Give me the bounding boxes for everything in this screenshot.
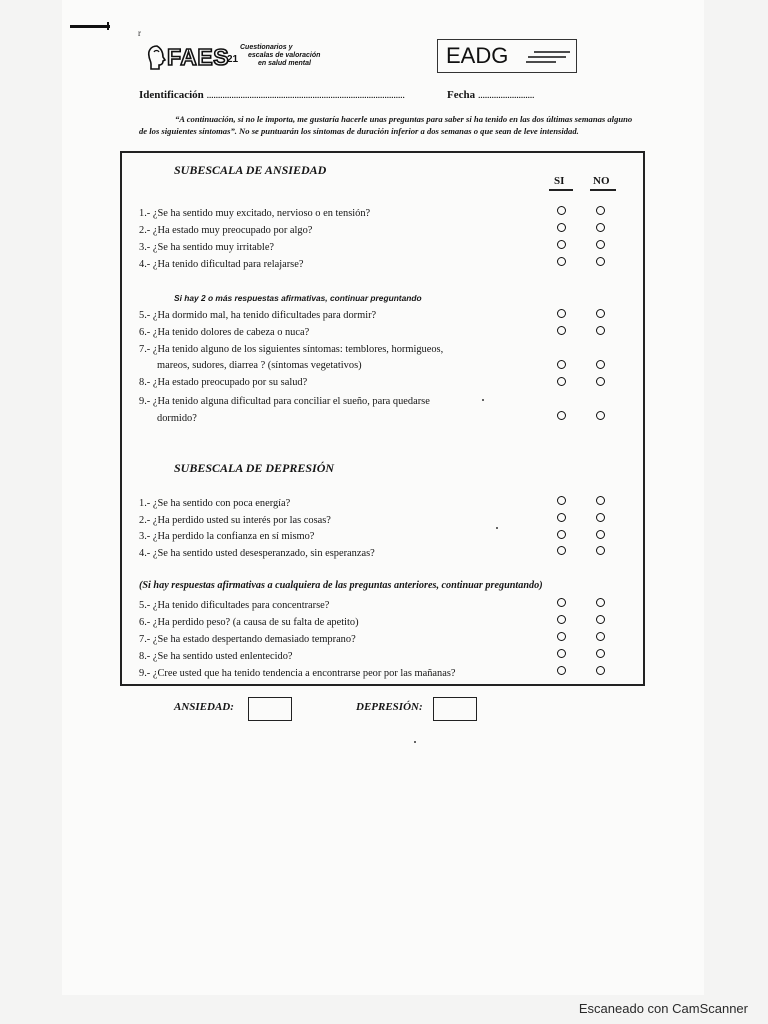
depression-q5-si-radio[interactable] [557,598,566,607]
column-si-underline [549,189,573,191]
identificacion-field[interactable] [139,89,405,101]
anxiety-question-7-cont: mareos, sudores, diarrea ? (síntomas vegetativos) [157,360,362,371]
scale-name-box [437,39,577,73]
depression-q8-no-radio[interactable] [596,649,605,658]
scan-speck [496,527,498,529]
depression-question-1: 1.- ¿Se ha sentido con poca energía? [139,498,291,509]
anxiety-question-6: 6.- ¿Ha tenido dolores de cabeza o nuca? [139,327,310,338]
depression-q4-si-radio[interactable] [557,546,566,555]
anxiety-q1-si-radio[interactable] [557,206,566,215]
logo-tagline-line: en salud mental [258,60,311,67]
depression-question-9: 9.- ¿Cree usted que ha tenido tendencia a encontrarse peor por las mañanas? [139,668,456,679]
column-no: NO [593,175,610,187]
depression-q9-no-radio[interactable] [596,666,605,675]
anxiety-q3-si-radio[interactable] [557,240,566,249]
depression-q1-no-radio[interactable] [596,496,605,505]
depression-q3-si-radio[interactable] [557,530,566,539]
depression-question-4: 4.- ¿Se ha sentido usted desesperanzado, sin esperanzas? [139,548,375,559]
anxiety-q8-no-radio[interactable] [596,377,605,386]
anxiety-score-box[interactable] [248,697,292,721]
anxiety-question-9-cont: dormido? [157,413,197,424]
logo-tagline [240,44,350,68]
anxiety-condition-note: Si hay 2 o más respuestas afirmativas, continuar preguntando [174,293,422,303]
depression-q6-si-radio[interactable] [557,615,566,624]
anxiety-question-4: 4.- ¿Ha tenido dificultad para relajarse? [139,259,304,270]
depression-q1-si-radio[interactable] [557,496,566,505]
depression-question-3: 3.- ¿Ha perdido la confianza en sí mismo? [139,531,315,542]
anxiety-section-title: SUBESCALA DE ANSIEDAD [174,163,327,177]
depression-question-8: 8.- ¿Se ha sentido usted enlentecido? [139,651,293,662]
anxiety-q4-no-radio[interactable] [596,257,605,266]
anxiety-q2-no-radio[interactable] [596,223,605,232]
anxiety-question-2: 2.- ¿Ha estado muy preocupado por algo? [139,225,313,236]
depression-q7-no-radio[interactable] [596,632,605,641]
depression-score-box[interactable] [433,697,477,721]
small-mark: r [138,28,141,38]
column-no-underline [590,189,616,191]
anxiety-question-5: 5.- ¿Ha dormido mal, ha tenido dificultades para dormir? [139,310,377,321]
anxiety-q8-si-radio[interactable] [557,377,566,386]
anxiety-q2-si-radio[interactable] [557,223,566,232]
depression-q7-si-radio[interactable] [557,632,566,641]
scanner-watermark: Escaneado con CamScanner [578,1001,748,1016]
fecha-label: Fecha [447,89,476,101]
depression-q5-no-radio[interactable] [596,598,605,607]
column-si: SI [554,175,565,187]
depression-q8-si-radio[interactable] [557,649,566,658]
depression-q3-no-radio[interactable] [596,530,605,539]
scan-speck [482,399,484,401]
anxiety-question-3: 3.- ¿Se ha sentido muy irritable? [139,242,275,253]
anxiety-q7-no-radio[interactable] [596,360,605,369]
anxiety-q4-si-radio[interactable] [557,257,566,266]
anxiety-question-9: 9.- ¿Ha tenido alguna dificultad para conciliar el sueño, para quedarse [139,396,430,407]
fecha-dots: ......................... [477,89,535,101]
anxiety-question-7: 7.- ¿Ha tenido alguno de los siguientes síntomas: temblores, hormigueos, [139,344,444,355]
depression-q4-no-radio[interactable] [596,546,605,555]
anxiety-q7-si-radio[interactable] [557,360,566,369]
anxiety-q9-si-radio[interactable] [557,411,566,420]
fecha-field[interactable] [447,89,534,101]
anxiety-score-label: ANSIEDAD: [174,701,234,713]
identificacion-dots: ........................................................................................ [206,89,405,101]
depression-question-5: 5.- ¿Ha tenido dificultades para concentrarse? [139,600,330,611]
anxiety-q6-si-radio[interactable] [557,326,566,335]
anxiety-question-8: 8.- ¿Ha estado preocupado por su salud? [139,377,308,388]
depression-q6-no-radio[interactable] [596,615,605,624]
depression-q9-si-radio[interactable] [557,666,566,675]
anxiety-q3-no-radio[interactable] [596,240,605,249]
anxiety-q1-no-radio[interactable] [596,206,605,215]
logo-tagline-line: Cuestionarios y [240,44,293,51]
depression-score-label: DEPRESIÓN: [356,701,423,713]
depression-section-title: SUBESCALA DE DEPRESIÓN [174,461,335,475]
anxiety-q5-no-radio[interactable] [596,309,605,318]
faes-logo [145,40,335,76]
logo-wordmark: FAES [167,44,230,70]
instructions-text: “A continuación, si no le importa, me gustaría hacerle unas preguntas para saber si ha tenido en las dos últimas semanas alguno de los siguientes síntomas”. No se puntuarán los síntomas de duración inferior a dos semanas o que sean de leve intensidad. [139,114,633,136]
anxiety-question-1: 1.- ¿Se ha sentido muy excitado, nervioso o en tensión? [139,208,371,219]
logo-number: 21 [227,54,239,65]
head-silhouette-icon [145,42,167,70]
scan-mark-tick [107,22,109,30]
anxiety-q9-no-radio[interactable] [596,411,605,420]
depression-condition-note: (Si hay respuestas afirmativas a cualquiera de las preguntas anteriores, continuar preguntando) [139,580,543,591]
scan-mark [70,25,110,28]
scan-speck [414,741,416,743]
depression-question-2: 2.- ¿Ha perdido usted su interés por las cosas? [139,515,331,526]
scale-name: EADG [446,43,509,68]
lines-icon [526,50,572,64]
depression-question-6: 6.- ¿Ha perdido peso? (a causa de su falta de apetito) [139,617,359,628]
depression-q2-si-radio[interactable] [557,513,566,522]
anxiety-q5-si-radio[interactable] [557,309,566,318]
anxiety-q6-no-radio[interactable] [596,326,605,335]
depression-question-7: 7.- ¿Se ha estado despertando demasiado temprano? [139,634,356,645]
logo-tagline-line: escalas de valoración [248,52,321,59]
identificacion-label: Identificación [139,89,204,101]
depression-q2-no-radio[interactable] [596,513,605,522]
